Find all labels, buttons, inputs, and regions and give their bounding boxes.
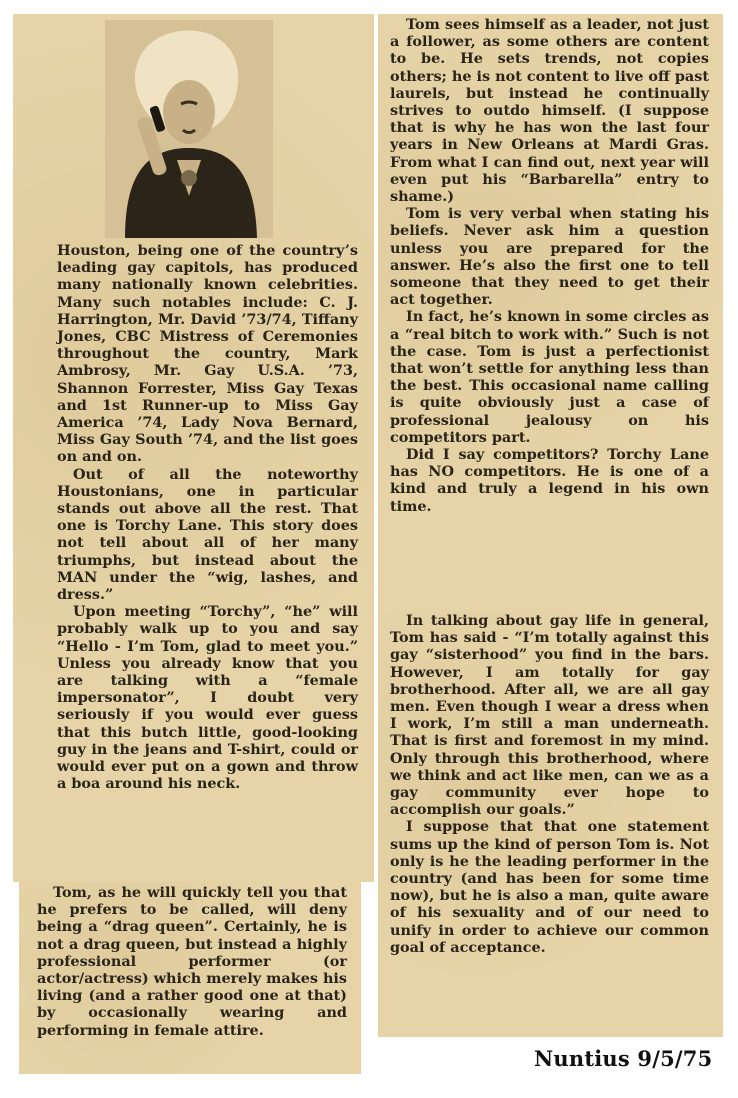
paragraph: Tom, as he will quickly tell you that he prefers to be called, will deny being a “drag queen”. Certainly, he is not a drag queen, but instead a highly professional performer (or actor/actress) which merely makes his living (and a rather good one at that) by occasionally wearing and performing in female attire. bbox=[37, 884, 347, 1039]
paragraph: I suppose that that one statement sums up the kind of person Tom is. Not only is he the leading performer in the country (and has been for some time now), but he is also a man, quite aware of his sexuality and of our need to unify in order to achieve our common goal of acceptance. bbox=[390, 818, 709, 956]
performer-illustration bbox=[105, 20, 273, 238]
paragraph: Tom is very verbal when stating his beliefs. Never ask him a question unless you are prepared for the answer. He’s also the first one to tell someone that they need to get their act together. bbox=[390, 205, 709, 309]
paragraph: Out of all the noteworthy Houstonians, one in particular stands out above all the rest. That one is Torchy Lane. This story does not tell about all of her many triumphs, but instead about the MAN under the “wig, lashes, and dress.” bbox=[57, 465, 358, 604]
performer-photo bbox=[105, 20, 273, 238]
paragraph: Upon meeting “Torchy”, “he” will probably walk up to you and say “Hello - I’m Tom, glad to meet you.” Unless you already know that you are talking with a “female impersonator”, I doubt very seriously if you would ever guess that this butch little, good-looking guy in the jeans and T-shirt, could or would ever put on a gown and throw a boa around his neck. bbox=[57, 603, 358, 793]
paragraph: Tom sees himself as a leader, not just a follower, as some others are content to be. He sets trends, not copies others; he is not content to live off past laurels, but instead he continually strives to outdo himself. (I suppose that is why he has won the last four years in New Orleans at Mardi Gras. From what I can find out, next year will even put his “Barbarella” entry to shame.) bbox=[390, 16, 709, 206]
article-text-column-1-bottom bbox=[37, 884, 347, 1039]
clipping-column-2 bbox=[378, 14, 723, 616]
article-text-column-1 bbox=[57, 242, 358, 793]
paragraph: In fact, he’s known in some circles as a “real bitch to work with.” Such is not the case. Tom is just a perfectionist that won’t settle for anything less than the best. This occasional name calling is quite obviously just a case of professional jealousy on his competitors part. bbox=[390, 308, 709, 446]
paragraph: Did I say competitors? Torchy Lane has NO competitors. He is one of a kind and truly a legend in his own time. bbox=[390, 446, 709, 515]
paragraph: In talking about gay life in general, Tom has said - “I’m totally against this gay “sisterhood” you find in the bars. However, I am totally for gay brotherhood. After all, we are all gay men. Even though I wear a dress when I work, I’m still a man underneath. That is first and foremost in my mind. Only through this brotherhood, where we think and act like men, can we as a gay community ever hope to accomplish our goals.” bbox=[390, 612, 709, 819]
article-text-column-2-bottom bbox=[390, 612, 709, 956]
source-caption: Nuntius 9/5/75 bbox=[534, 1046, 713, 1071]
clipping-column-2-continued bbox=[378, 612, 723, 1037]
article-text-column-2 bbox=[390, 16, 709, 515]
clipping-column-1 bbox=[13, 14, 374, 882]
clipping-column-1-continued bbox=[19, 882, 361, 1074]
paragraph: Houston, being one of the country’s leading gay capitols, has produced many nationally known celebrities. Many such notables include: C. J. Harrington, Mr. David ’73/74, Tiffany Jones, CBC Mistress of Ceremonies throughout the country, Mark Ambrosy, Mr. Gay U.S.A. ’73, Shannon Forrester, Miss Gay Texas and 1st Runner-up to Miss Gay America ’74, Lady Nova Bernard, Miss Gay South ’74, and the list goes on and on. bbox=[57, 242, 358, 466]
